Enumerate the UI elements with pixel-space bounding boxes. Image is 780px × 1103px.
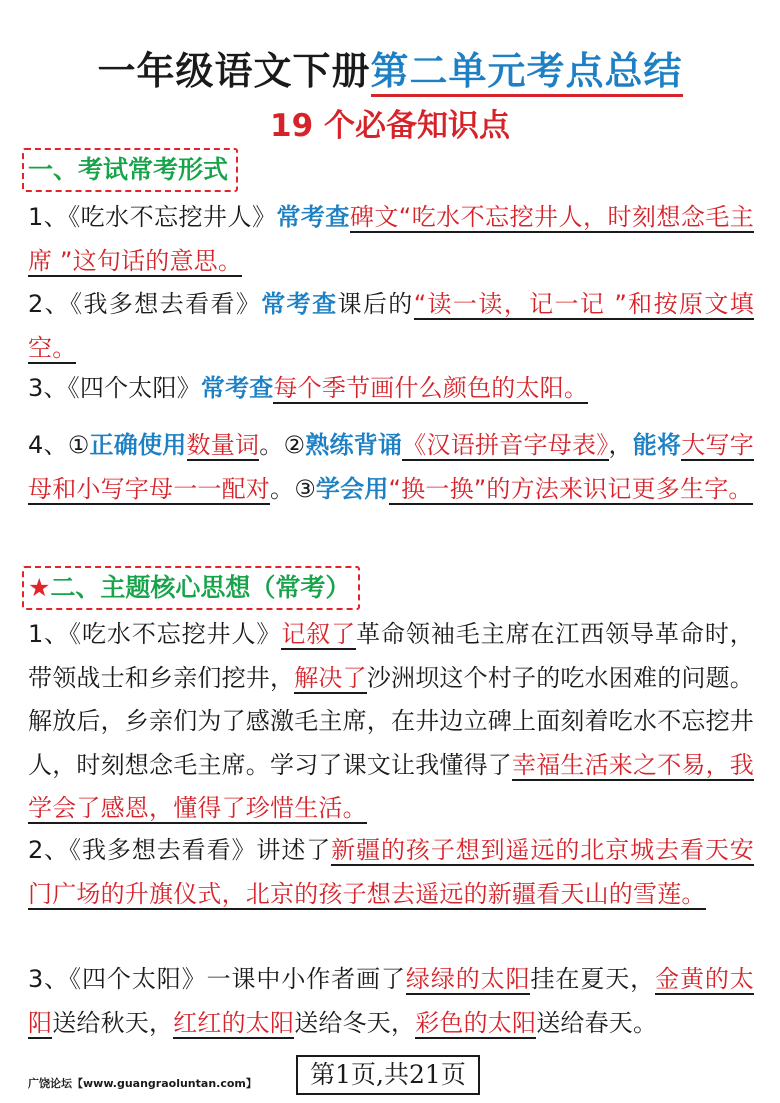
keyword: 能将 (632, 431, 682, 459)
title-part2: 第二单元考点总结 (371, 49, 683, 97)
answer-text: 新疆的孩子想到遥远的北京城去看天安门广场的升旗仪式，北京的孩子想去遥远的新疆看天山的雪莲。 (28, 836, 754, 908)
answer-text: 数量词 (186, 431, 260, 459)
section-heading-text: 二、主题核心思想（常考） (50, 573, 351, 602)
item-text: 革命领袖毛主席在江西领导革命时，带领战士和乡亲们挖井， (28, 620, 754, 692)
keyword: 常考查 (200, 374, 274, 402)
keyword: 常考查 (261, 290, 338, 318)
answer-text: 《汉语拼音字母表》 (402, 431, 609, 459)
list-item (28, 424, 754, 511)
item-text: 3、《四个太阳》一课中小作者画了 (28, 965, 406, 993)
item-text: 4、① (28, 431, 90, 459)
item-text: 。③ (270, 474, 316, 503)
item-text: 送给春天。 (536, 1008, 658, 1037)
keyword: 正确使用 (89, 431, 187, 459)
list-item (28, 196, 754, 283)
title-part1: 一年级语文下册 (97, 49, 371, 93)
item-text: 。② (259, 431, 306, 459)
item-text: 1、《吃水不忘挖井人》 (28, 620, 282, 648)
list-item (28, 367, 754, 411)
page-number: 第1页,共21页 (296, 1055, 480, 1095)
answer-text: “换一换”的方法来识记更多生字。 (388, 474, 753, 503)
item-text: 1、《吃水不忘挖井人》 (28, 203, 277, 231)
section-heading-1: 一、考试常考形式 (22, 148, 238, 192)
answer-text: 红红的太阳 (173, 1008, 295, 1037)
answer-text: “读一读，记一记 ”和按原文填空。 (28, 290, 754, 362)
page-subtitle: 19 个必备知识点 (270, 108, 510, 144)
item-text: 送给秋天， (52, 1008, 174, 1037)
keyword: 熟练背诵 (305, 431, 403, 459)
item-text: 挂在夏天， (530, 965, 656, 993)
answer-text: 记叙了 (281, 620, 357, 648)
item-text: 课后的 (337, 290, 414, 318)
keyword: 学会用 (315, 474, 389, 503)
list-item (28, 613, 754, 831)
answer-text: 每个季节画什么颜色的太阳。 (273, 374, 589, 402)
item-text: 送给冬天， (294, 1008, 416, 1037)
item-text: 2、《我多想去看看》 (28, 290, 262, 318)
item-text: 沙洲坝这个村子的吃水困难的问题。解放后，乡亲们为了感激毛主席，在井边立碑上面刻着吃水不忘挖井人，时刻想念毛主席。学习了课文让我懂得了 (28, 663, 755, 779)
answer-text: 金黄的太阳 (28, 965, 755, 1037)
answer-text: 幸福生活来之不易，我学会了感恩，懂得了珍惜生活。 (28, 750, 754, 822)
answer-text: 碑文“吃水不忘挖井人，时刻想念毛主席 ”这句话的意思。 (28, 203, 755, 275)
item-text: ， (608, 431, 633, 459)
answer-text: 绿绿的太阳 (405, 965, 531, 993)
list-item (28, 829, 754, 916)
star-icon: ★ (28, 573, 51, 602)
list-item (28, 958, 754, 1045)
item-text: 2、《我多想去看看》讲述了 (28, 836, 332, 864)
keyword: 常考查 (276, 203, 350, 231)
footer-site: 广饶论坛【www.guangraoluntan.com】 (28, 1077, 257, 1090)
answer-text: 彩色的太阳 (415, 1008, 537, 1037)
answer-text: 大写字母和小写字母一一配对 (28, 431, 754, 503)
page-title (0, 40, 780, 95)
item-text: 3、《四个太阳》 (28, 374, 201, 402)
list-item (28, 283, 754, 370)
section-heading-2 (22, 566, 360, 610)
answer-text: 解决了 (294, 663, 367, 692)
